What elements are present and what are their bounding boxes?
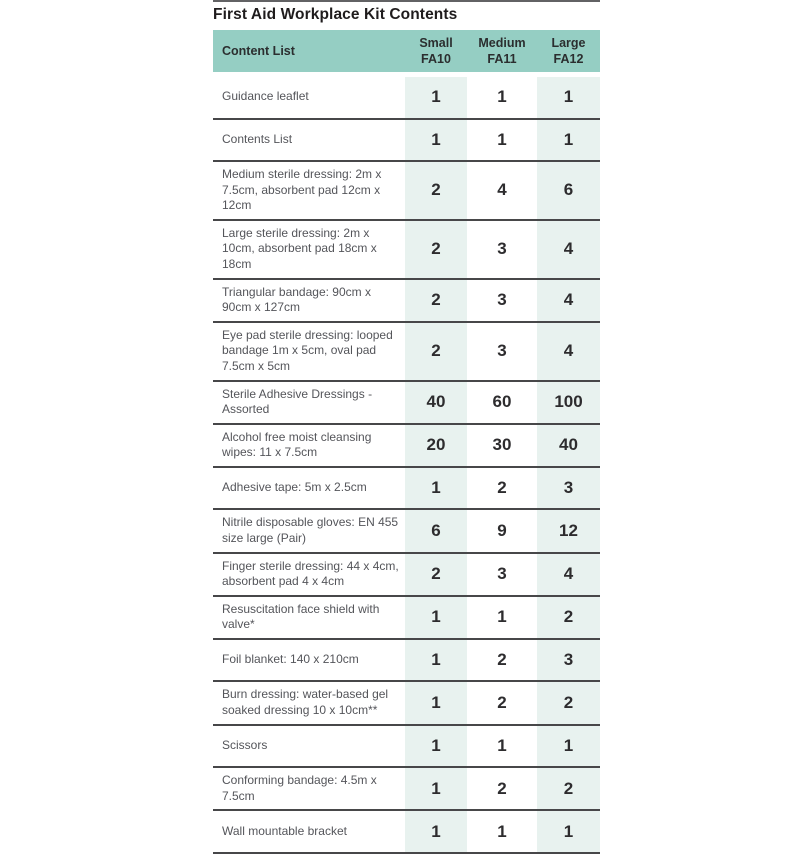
table-header-row <box>213 30 600 72</box>
large-qty: 2 <box>537 768 600 809</box>
table-row <box>213 554 600 597</box>
table-row <box>213 811 600 854</box>
item-label: Resuscitation face shield with valve* <box>222 601 380 632</box>
table-row <box>213 425 600 468</box>
item-label: Wall mountable bracket <box>222 823 347 838</box>
column-code-label: FA10 <box>421 52 451 66</box>
item-label: Conforming bandage: 4.5m x 7.5cm <box>222 773 377 803</box>
column-size-label: Small <box>419 35 453 50</box>
medium-qty: 1 <box>497 735 507 755</box>
medium-qty: 2 <box>497 778 507 798</box>
medium-qty: 60 <box>492 392 512 412</box>
small-qty: 1 <box>405 640 467 681</box>
page-title: First Aid Workplace Kit Contents <box>213 6 458 23</box>
large-qty: 2 <box>537 597 600 638</box>
small-qty: 1 <box>405 682 467 723</box>
table-row <box>213 682 600 725</box>
small-qty: 2 <box>405 221 467 278</box>
large-qty: 3 <box>537 468 600 509</box>
item-label: Nitrile disposable gloves: EN 455 size large (Pair) <box>222 515 399 545</box>
large-qty: 40 <box>537 425 600 466</box>
table-row <box>213 510 600 553</box>
large-qty: 1 <box>537 120 600 161</box>
item-label: Triangular bandage: 90cm x 90cm x 127cm <box>222 284 371 315</box>
table-row <box>213 280 600 323</box>
item-label: Medium sterile dressing: 2m x 7.5cm, absorbent pad 12cm x 12cm <box>222 167 382 213</box>
table-row <box>213 768 600 811</box>
large-qty: 1 <box>537 77 600 118</box>
item-label: Large sterile dressing: 2m x 10cm, absorbent pad 18cm x 18cm <box>222 225 377 271</box>
large-qty: 6 <box>537 162 600 219</box>
large-qty: 12 <box>537 510 600 551</box>
item-label: Alcohol free moist cleansing wipes: 11 x 7.5cm <box>222 429 372 460</box>
item-label: Contents List <box>222 131 293 146</box>
table-row <box>213 726 600 769</box>
table-row <box>213 640 600 683</box>
small-qty: 2 <box>405 162 467 219</box>
medium-qty: 1 <box>497 821 507 841</box>
large-qty: 1 <box>537 811 600 852</box>
medium-qty: 3 <box>497 564 507 584</box>
medium-qty: 4 <box>497 180 507 200</box>
item-label: Guidance leaflet <box>222 89 309 104</box>
large-qty: 3 <box>537 640 600 681</box>
small-qty: 2 <box>405 323 467 380</box>
large-qty: 4 <box>537 554 600 595</box>
column-header-content-list: Content List <box>222 44 295 58</box>
top-divider-line <box>213 0 600 2</box>
medium-qty: 30 <box>492 435 512 455</box>
table-row <box>213 162 600 221</box>
medium-qty: 2 <box>497 693 507 713</box>
table-row <box>213 221 600 280</box>
column-header-medium-fa11 <box>467 35 537 68</box>
medium-qty: 3 <box>497 239 507 259</box>
small-qty: 1 <box>405 120 467 161</box>
table-row <box>213 77 600 120</box>
small-qty: 1 <box>405 77 467 118</box>
small-qty: 40 <box>405 382 467 423</box>
item-label: Foil blanket: 140 x 210cm <box>222 652 359 667</box>
medium-qty: 1 <box>497 87 507 107</box>
medium-qty: 1 <box>497 607 507 627</box>
table-row <box>213 120 600 163</box>
column-header-small-fa10 <box>405 35 467 68</box>
medium-qty: 3 <box>497 341 507 361</box>
table-body <box>213 77 600 854</box>
small-qty: 20 <box>405 425 467 466</box>
column-code-label: FA12 <box>553 52 584 66</box>
item-label: Scissors <box>222 738 268 753</box>
table-row <box>213 597 600 640</box>
column-size-label: Medium <box>478 35 526 50</box>
item-label: Eye pad sterile dressing: looped bandage 1m x 5cm, oval pad 7.5cm x 5cm <box>222 327 393 373</box>
small-qty: 1 <box>405 768 467 809</box>
small-qty: 2 <box>405 554 467 595</box>
medium-qty: 2 <box>497 650 507 670</box>
medium-qty: 3 <box>497 290 507 310</box>
column-header-large-fa12 <box>537 35 600 68</box>
column-size-label: Large <box>551 35 586 50</box>
medium-qty: 1 <box>497 129 507 149</box>
item-label: Finger sterile dressing: 44 x 4cm, absorbent pad 4 x 4cm <box>222 558 399 589</box>
large-qty: 4 <box>537 221 600 278</box>
table-row <box>213 382 600 425</box>
item-label: Burn dressing: water-based gel soaked dressing 10 x 10cm** <box>222 687 389 718</box>
small-qty: 1 <box>405 468 467 509</box>
medium-qty: 9 <box>497 521 507 540</box>
small-qty: 2 <box>405 280 467 321</box>
large-qty: 1 <box>537 726 600 767</box>
small-qty: 6 <box>405 510 467 551</box>
small-qty: 1 <box>405 597 467 638</box>
large-qty: 4 <box>537 323 600 380</box>
small-qty: 1 <box>405 811 467 852</box>
item-label: Sterile Adhesive Dressings - Assorted <box>222 386 373 417</box>
item-label: Adhesive tape: 5m x 2.5cm <box>222 480 367 495</box>
table-row <box>213 323 600 382</box>
table-row <box>213 468 600 511</box>
large-qty: 100 <box>537 382 600 423</box>
large-qty: 2 <box>537 682 600 723</box>
small-qty: 1 <box>405 726 467 767</box>
first-aid-kit-contents-table <box>213 0 600 854</box>
column-code-label: FA11 <box>487 52 517 66</box>
medium-qty: 2 <box>497 478 507 498</box>
large-qty: 4 <box>537 280 600 321</box>
